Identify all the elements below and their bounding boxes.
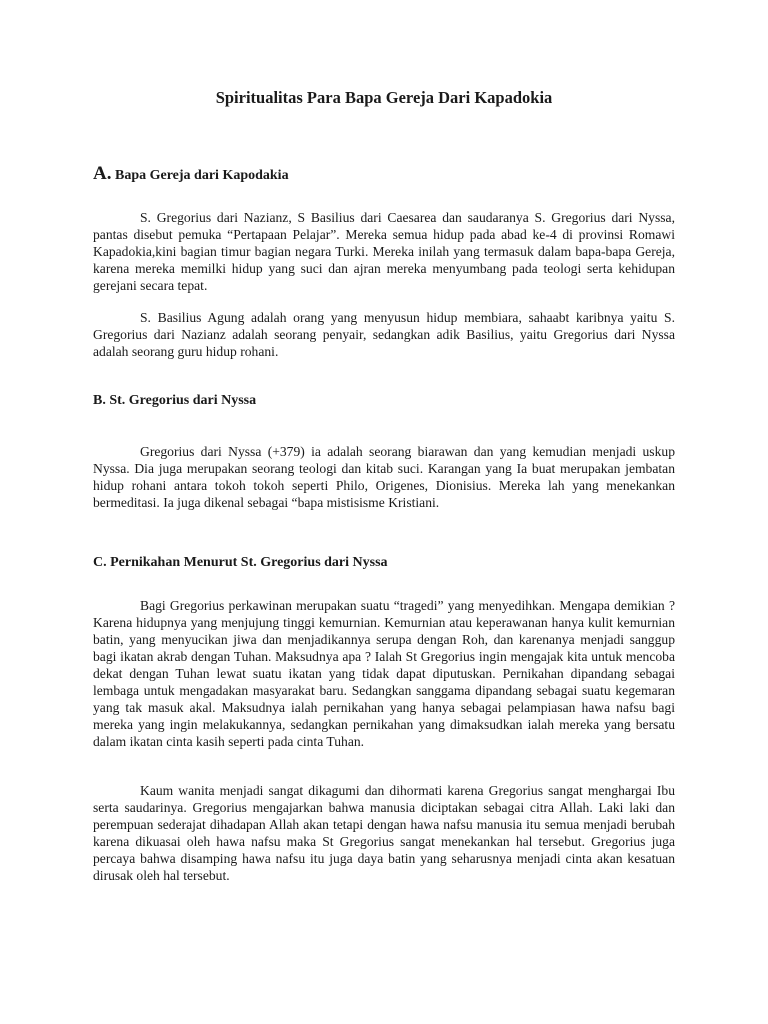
- page-title: Spiritualitas Para Bapa Gereja Dari Kapadokia: [215, 88, 553, 107]
- paragraph-c-2: Kaum wanita menjadi sangat dikagumi dan dihormati karena Gregorius sangat menghargai Ibu serta saudarinya. Gregorius mengajarkan bahwa manusia diciptakan sebagai citra Allah. Laki laki dan perempuan sederajat dihadapan Allah akan tetapi dengan hawa nafsu manusia itu semua menjadi berubah karena dikuasai oleh hawa nafsu maka St Gregorius sangat menekankan hal tersebut. Gregorius juga percaya bahwa disamping hawa nafsu itu juga daya batin yang seharusnya menjadi cinta akan kesatuan dirusak oleh hal tersebut.: [93, 783, 675, 883]
- paragraph-b-1: Gregorius dari Nyssa (+379) ia adalah seorang biarawan dan yang kemudian menjadi uskup Nyssa. Dia juga merupakan seorang teologi dan kitab suci. Karangan yang Ia buat merupakan jembatan hidup rohani antara tokoh tokoh seperti Philo, Origenes, Dionisius. Mereka lah yang menekankan bermeditasi. Ia juga dikenal sebagai “bapa mistisisme Kristiani.: [93, 444, 675, 510]
- paragraph-a-1: S. Gregorius dari Nazianz, S Basilius dari Caesarea dan saudaranya S. Gregorius dari Nyssa, pantas disebut pemuka “Pertapaan Pelajar”. Mereka semua hidup pada abad ke-4 di provinsi Romawi Kapadokia,kini bagian timur bagian negara Turki. Mereka inilah yang termasuk dalam bapa-bapa Gereja, karena mereka memilki hidup yang suci dan ajran mereka menyumbang pada teologi serta kehidupan gerejani secara tepat.: [93, 210, 675, 293]
- section-letter-a: A.: [93, 163, 112, 184]
- section-heading-c: C. Pernikahan Menurut St. Gregorius dari Nyssa: [93, 555, 388, 570]
- paragraph-c-1: Bagi Gregorius perkawinan merupakan suatu “tragedi” yang menyedihkan. Mengapa demikian ? Karena hidupnya yang menjujung tinggi kemurnian. Kemurnian atau keperawanan hanya kulit kemurnian batin, yang menyucikan jiwa dan menjadikannya serupa dengan Roh, dan karenanya menjadi sanggup bagi ikatan akrab dengan Tuhan. Maksudnya apa ? Ialah St Gregorius ingin mengajak kita untuk mencoba dekat dengan Tuhan lewat suatu ikatan yang tidak dapat diputuskan. Pernikahan dipandang sebagai lembaga untuk mengadakan masyarakat baru. Sedangkan sanggama dipandang sebagai suatu kegemaran yang tak masuk akal. Maksudnya ialah pernikahan yang hanya sebagai pelampiasan hawa nafsu bagi mereka yang ingin melakukannya, sedangkan pernikahan yang dimaksudkan ialah mereka yang bersatu dalam ikatan cinta kasih seperti pada cinta Tuhan.: [93, 598, 675, 749]
- section-heading-a-text: Bapa Gereja dari Kapodakia: [111, 168, 289, 183]
- section-heading-a: [93, 163, 289, 185]
- document-page: [93, 0, 675, 1024]
- paragraph-a-2: S. Basilius Agung adalah orang yang menyusun hidup membiara, sahaabt karibnya yaitu S. Gregorius dari Nazianz adalah seorang penyair, sedangkan adik Basilius, yaitu Gregorius dari Nyssa adalah seorang guru hidup rohani.: [93, 310, 675, 359]
- section-heading-b: B. St. Gregorius dari Nyssa: [93, 393, 257, 408]
